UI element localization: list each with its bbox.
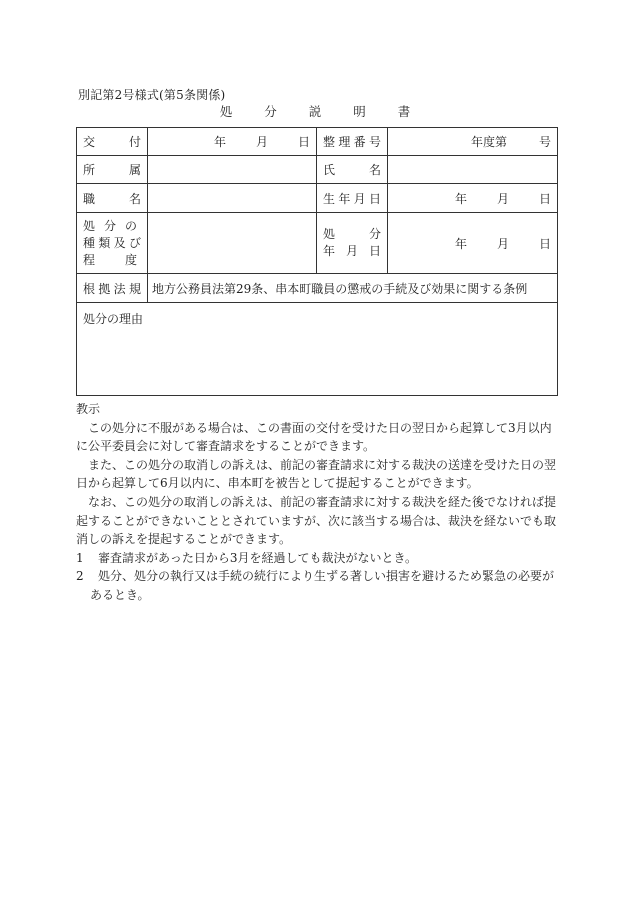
- label-legal-basis: 根 拠 法 規: [77, 274, 148, 303]
- form-row-legal-basis: [77, 274, 558, 303]
- notice-paragraph-3: なお、この処分の取消しの訴えは、前記の審査請求に対する裁決を経た後でなければ提起することができないこととされていますが、次に該当する場合は、裁決を経ないでも取消しの訴えを提起することができます。: [76, 494, 557, 547]
- field-disposition-date[interactable]: 年 月 日: [388, 213, 558, 274]
- field-position[interactable]: [148, 184, 317, 213]
- field-disposition-reason[interactable]: [77, 303, 558, 396]
- form-row-affiliation: [77, 156, 558, 184]
- notice-list-item: 2 処分、処分の執行又は手続の続行により生ずる著しい損害を避けるため緊急の必要があるとき。: [76, 569, 555, 602]
- form-row-delivery: [77, 128, 558, 156]
- form-row-disposition: [77, 213, 558, 274]
- label-position: 職 名: [77, 184, 148, 213]
- field-disposition-type[interactable]: [148, 213, 317, 274]
- field-reference-number[interactable]: 年度第 号: [388, 128, 558, 156]
- field-delivery-date[interactable]: 年 月 日: [148, 128, 317, 156]
- notice-paragraph-1: この処分に不服がある場合は、この書面の交付を受けた日の翌日から起算して3月以内に公平委員会に対して審査請求をすることができます。: [76, 420, 552, 454]
- notice-section: [76, 400, 560, 605]
- label-reference-number: 整 理 番 号: [317, 128, 388, 156]
- field-affiliation[interactable]: [148, 156, 317, 184]
- label-birth-date: 生 年 月 日: [317, 184, 388, 213]
- label-delivery: 交 付: [77, 128, 148, 156]
- notice-heading: 教示: [76, 402, 101, 416]
- disposition-form-table: [76, 127, 558, 396]
- field-name[interactable]: [388, 156, 558, 184]
- notice-list-item: 1 審査請求があった日から3月を経過しても裁決がないとき。: [76, 550, 418, 565]
- field-legal-basis: 地方公務員法第29条、串本町職員の懲戒の手続及び効果に関する条例: [148, 274, 558, 303]
- field-birth-date[interactable]: 年 月 日: [388, 184, 558, 213]
- label-disposition-type: 処 分 の 種 類 及 び 程 度: [77, 213, 148, 274]
- form-reference: 別記第2号様式(第5条関係): [78, 88, 226, 102]
- label-affiliation: 所 属: [77, 156, 148, 184]
- label-disposition-reason: 処分の理由: [83, 312, 144, 326]
- form-row-position: [77, 184, 558, 213]
- document-title: 処 分 説 明 書: [219, 104, 425, 119]
- notice-paragraph-2: また、この処分の取消しの訴えは、前記の審査請求に対する裁決の送達を受けた日の翌日から起算して6月以内に、串本町を被告として提起することができます。: [76, 457, 557, 491]
- form-row-reason: [77, 303, 558, 396]
- label-name: 氏 名: [317, 156, 388, 184]
- label-disposition-date: 処 分 年 月 日: [317, 213, 388, 274]
